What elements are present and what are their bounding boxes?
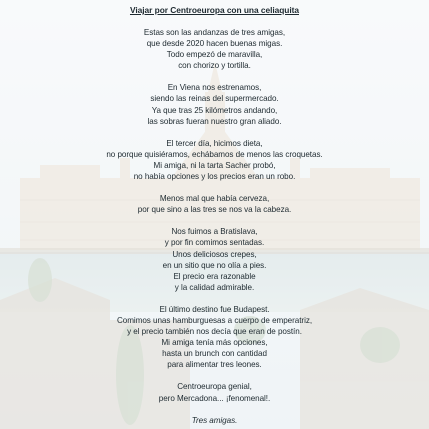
poem <box>0 4 429 426</box>
poem-line: Mi amiga tenía más opciones, <box>161 338 268 348</box>
poem-line: El último destino fue Budapest. <box>159 304 270 314</box>
poem-line: Ya que tras 25 kilómetros andando, <box>151 105 278 115</box>
poem-line: por que sino a las tres se nos va la cabeza. <box>137 205 292 215</box>
poem-line: hasta un brunch con cantidad <box>162 349 267 359</box>
poem-line: Nos fuimos a Bratislava, <box>171 227 258 237</box>
poem-line: no porque quisiéramos, echábamos de menos las croquetas. <box>106 149 323 159</box>
poem-line: con chorizo y tortilla. <box>178 61 251 71</box>
stanza <box>0 138 429 182</box>
poem-line: las sobras fueran nuestro gran aliado. <box>147 116 282 126</box>
poem-stanzas <box>0 27 429 404</box>
poem-line: En Viena nos estrenamos, <box>167 83 262 93</box>
poem-line: Comimos unas hamburguesas a cuerpo de emperatriz, <box>116 315 313 325</box>
poem-line: Mi amiga, ni la tarta Sacher probó, <box>153 160 276 170</box>
poem-line: no había opciones y los precios eran un robo. <box>133 172 296 182</box>
stanza <box>0 304 429 371</box>
poem-line: en un sitio que no olía a pies. <box>162 260 267 270</box>
poem-signature: Tres amigas. <box>191 415 238 425</box>
stanza <box>0 193 429 215</box>
poem-line: Menos mal que había cerveza, <box>159 194 270 204</box>
stanza <box>0 27 429 71</box>
poem-line: El precio era razonable <box>173 271 256 281</box>
poem-line: Centroeuropa genial, <box>177 382 252 392</box>
poem-line: siendo las reinas del supermercado. <box>150 94 279 104</box>
poem-line: y por fin comimos sentadas. <box>164 238 265 248</box>
poem-line: Estas son las andanzas de tres amigas, <box>143 28 286 37</box>
poem-line: y el precio también nos decía que eran de postín. <box>127 327 302 337</box>
poem-line: El tercer día, hicimos dieta, <box>166 138 263 148</box>
poem-line: y la calidad admirable. <box>174 282 255 292</box>
poem-line: que desde 2020 hacen buenas migas. <box>146 39 283 49</box>
stanza <box>0 381 429 403</box>
poem-line: para alimentar tres leones. <box>167 360 262 370</box>
poem-line: Unos deliciosos crepes, <box>172 249 257 259</box>
poem-line: Todo empezó de maravilla, <box>166 50 263 60</box>
poem-title: Viajar por Centroeuropa con una celiaquita <box>129 5 299 15</box>
poem-line: pero Mercadona... ¡fenomenal!. <box>158 393 271 403</box>
stanza <box>0 82 429 126</box>
stanza <box>0 226 429 293</box>
